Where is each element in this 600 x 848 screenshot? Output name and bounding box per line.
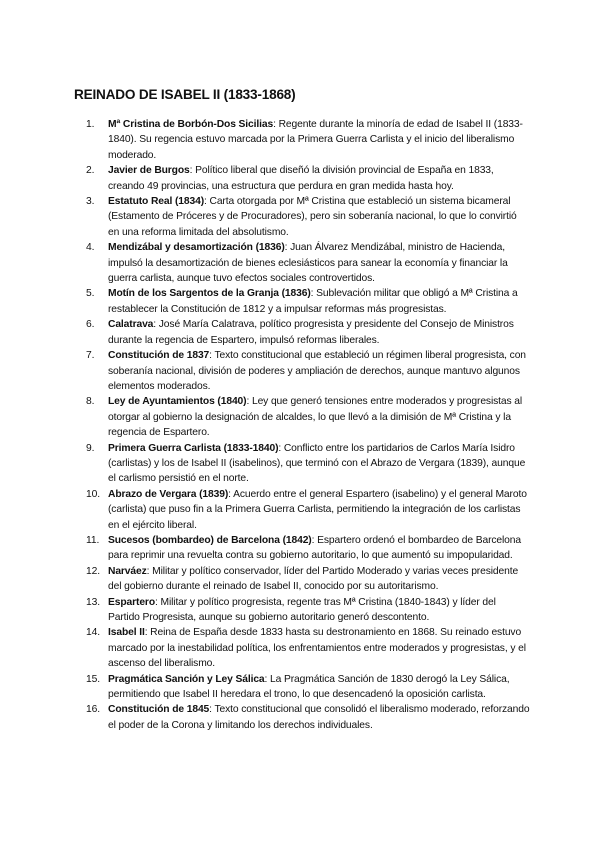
item-definition: : Ley que generó tensiones entre moderados y progresistas al otorgar al gobierno la designación de alcaldes, lo que llevó a la dimisión de Mª Cristina y la regencia de Espartero. (108, 396, 523, 439)
item-term: Estatuto Real (1834) (108, 196, 205, 208)
item-number: 6. (86, 319, 95, 331)
item-number: 13. (86, 596, 100, 608)
list-item (0, 117, 530, 163)
list-item (0, 163, 530, 194)
item-number: 2. (86, 165, 95, 177)
item-definition: : Reina de España desde 1833 hasta su destronamiento en 1868. Su reinado estuvo marcado por la inestabilidad política, los enfrentamientos entre moderados y progresistas, y el ascenso del liberalismo. (108, 627, 526, 670)
item-term: Javier de Burgos (108, 165, 190, 177)
item-term: Espartero (108, 596, 155, 608)
item-definition: : Texto constitucional que estableció un régimen liberal progresista, con soberanía nacional, división de poderes y ampliación de derechos, aunque mantuvo algunos elementos moderados. (108, 350, 526, 392)
item-number: 5. (86, 288, 95, 300)
item-term: Primera Guerra Carlista (1833-1840) (108, 442, 279, 454)
item-term: Mª Cristina de Borbón-Dos Sicilias (108, 119, 274, 130)
item-definition: : Juan Álvarez Mendizábal, ministro de Hacienda, impulsó la desamortización de bienes eclesiásticos para sanear la economía y financiar la guerra carlista, aunque tuvo efectos sociales controvertidos. (108, 242, 508, 285)
list-item (0, 625, 530, 671)
item-definition: : Político liberal que diseñó la división provincial de España en 1833, creando 49 provincias, una estructura que perdura en gran medida hasta hoy. (108, 165, 494, 192)
glossary-list (0, 117, 530, 733)
item-number: 1. (86, 119, 95, 130)
item-number: 14. (86, 627, 100, 639)
item-term: Motín de los Sargentos de la Granja (1836) (108, 288, 311, 300)
item-term: Isabel II (108, 627, 145, 639)
list-item (0, 348, 530, 394)
list-item (0, 487, 530, 533)
item-number: 4. (86, 242, 95, 254)
item-definition: : Conflicto entre los partidarios de Carlos María Isidro (carlistas) y los de Isabel II (isabelinos), que terminó con el Abrazo de Vergara (1839), aunque el carlismo persistió en el norte. (108, 442, 526, 485)
list-item (0, 441, 530, 487)
item-definition: : Espartero ordenó el bombardeo de Barcelona para reprimir una revuelta contra su gobierno autoritario, lo que aumentó su impopularidad. (108, 534, 522, 562)
item-number: 7. (86, 350, 95, 362)
item-term: Mendizábal y desamortización (1836) (108, 242, 285, 254)
list-item (0, 595, 530, 626)
list-item (0, 533, 530, 564)
list-item (0, 286, 530, 317)
item-term: Abrazo de Vergara (1839) (108, 488, 229, 500)
item-term: Pragmática Sanción y Ley Sálica (108, 673, 265, 685)
item-definition: : La Pragmática Sanción de 1830 derogó la Ley Sálica, permitiendo que Isabel II heredara el trono, lo que desencadenó la oposición carlista. (108, 673, 510, 701)
item-number: 3. (86, 196, 95, 208)
item-number: 10. (86, 488, 100, 500)
item-number: 11. (86, 534, 100, 546)
item-term: Constitución de 1845 (108, 704, 210, 716)
item-definition: : Acuerdo entre el general Espartero (isabelino) y el general Maroto (carlista) que puso fin a la Primera Guerra Carlista, permitiendo la integración de los carlistas en el ejército liberal. (108, 488, 527, 531)
list-item (0, 394, 530, 440)
page-title: REINADO DE ISABEL II (1833-1868) (74, 87, 296, 102)
item-definition: : Sublevación militar que obligó a Mª Cristina a restablecer la Constitución de 1812 y a impulsar reformas más progresistas. (108, 288, 518, 315)
item-definition: : José María Calatrava, político progresista y presidente del Consejo de Ministros durante la regencia de Espartero, impulsó reformas liberales. (108, 319, 514, 346)
list-item (0, 672, 530, 703)
item-term: Constitución de 1837 (108, 350, 210, 362)
list-item (0, 564, 530, 595)
list-item (0, 240, 530, 286)
item-number: 8. (86, 396, 95, 408)
item-term: Narváez (108, 565, 147, 577)
item-definition: : Regente durante la minoría de edad de Isabel II (1833-1840). Su regencia estuvo marcada por la Primera Guerra Carlista y el inicio del liberalismo moderado. (108, 119, 523, 161)
item-definition: : Carta otorgada por Mª Cristina que estableció un sistema bicameral (Estamento de Próceres y de Procuradores), pero sin soberanía nacional, lo que lo convirtió en una reforma limitada del absolutismo. (108, 196, 517, 238)
item-number: 15. (86, 673, 100, 685)
item-number: 12. (86, 565, 100, 577)
item-term: Sucesos (bombardeo) de Barcelona (1842) (108, 534, 312, 546)
item-number: 16. (86, 704, 100, 716)
list-item (0, 702, 530, 733)
item-definition: : Texto constitucional que consolidó el liberalismo moderado, reforzando el poder de la Corona y limitando los derechos individuales. (108, 704, 530, 731)
item-definition: : Militar y político conservador, líder del Partido Moderado y varias veces presidente del gobierno durante el reinado de Isabel II, conocido por su autoritarismo. (108, 565, 519, 593)
item-term: Ley de Ayuntamientos (1840) (108, 396, 247, 408)
list-item (0, 317, 530, 348)
item-number: 9. (86, 442, 95, 454)
list-item (0, 194, 530, 240)
item-term: Calatrava (108, 319, 154, 331)
item-definition: : Militar y político progresista, regente tras Mª Cristina (1840-1843) y líder del Partido Progresista, aunque su gobierno autoritario generó descontento. (108, 596, 496, 623)
